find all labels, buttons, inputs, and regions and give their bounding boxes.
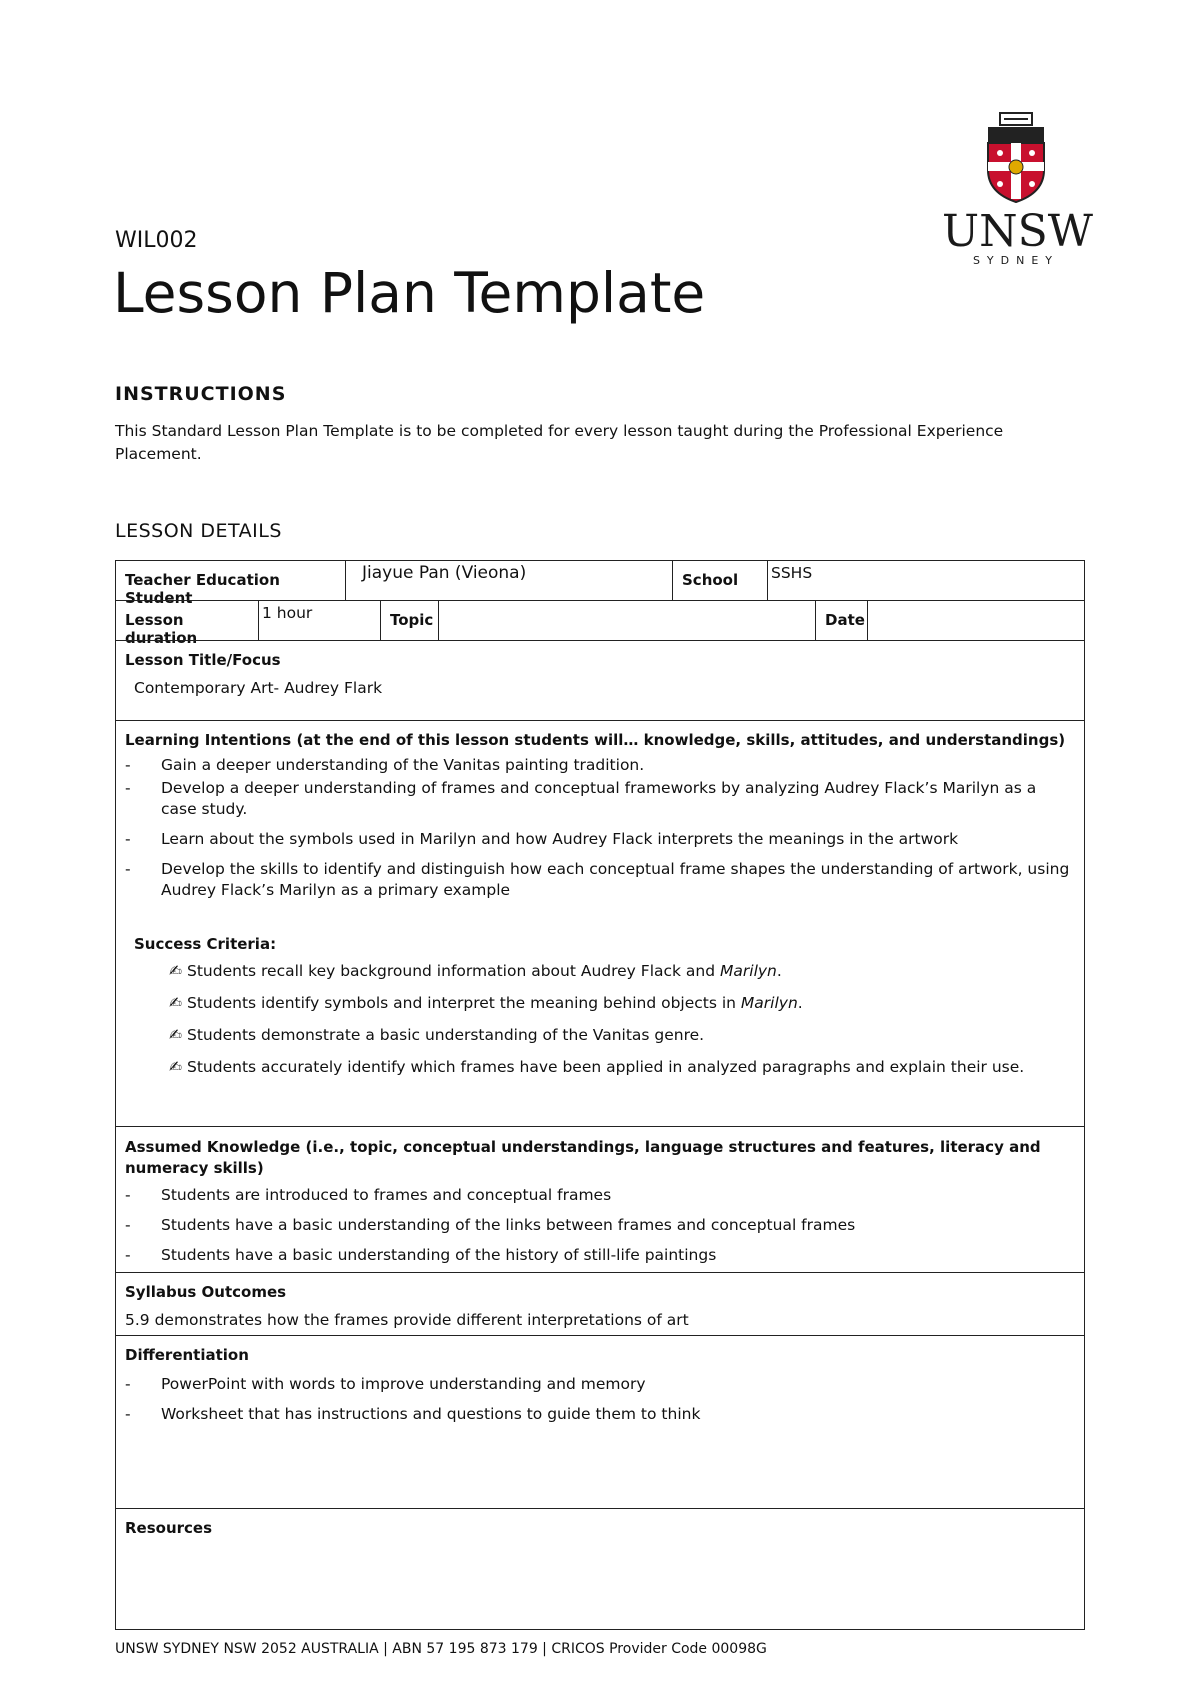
student-label: Teacher Education Student [125, 571, 280, 607]
list-item: - Students are introduced to frames and conceptual frames [125, 1185, 1075, 1206]
school-label: School [672, 561, 767, 600]
list-item: - Develop a deeper understanding of frames and conceptual frameworks by analyzing Audrey Flack’s Marilyn as a case study. [125, 778, 1075, 820]
writing-hand-icon: ✍ [169, 1026, 182, 1044]
school-field[interactable]: SSHS [767, 561, 1084, 600]
resources-section [116, 1508, 1084, 1629]
learning-intentions-label: Learning Intentions (at the end of this lesson students will… knowledge, skills, attitudes, and understandings) [125, 731, 1066, 749]
lesson-details-heading: LESSON DETAILS [115, 520, 282, 542]
syllabus-section [116, 1272, 1084, 1335]
list-item: ✍ Students demonstrate a basic understanding of the Vanitas genre. [169, 1026, 705, 1044]
student-row [116, 561, 1084, 607]
list-item: - Worksheet that has instructions and questions to guide them to think [125, 1404, 1075, 1425]
page-footer: UNSW SYDNEY NSW 2052 AUSTRALIA | ABN 57 195 873 179 | CRICOS Provider Code 00098G [115, 1641, 767, 1657]
assumed-knowledge-section [116, 1126, 1084, 1272]
lesson-title-label: Lesson Title/Focus [125, 651, 281, 669]
topic-label: Topic [380, 601, 438, 640]
learning-intentions-list [125, 755, 1075, 901]
list-item: - PowerPoint with words to improve understanding and memory [125, 1374, 1075, 1395]
list-item: ✍ Students identify symbols and interpret the meaning behind objects in Marilyn. [169, 994, 803, 1012]
date-label: Date [815, 601, 867, 640]
list-item: - Gain a deeper understanding of the Vanitas painting tradition. [125, 755, 1075, 776]
unsw-logo [942, 112, 1093, 268]
list-item: - Students have a basic understanding of the links between frames and conceptual frames [125, 1215, 1075, 1236]
unsw-crest-icon [986, 112, 1046, 204]
list-item: - Learn about the symbols used in Marilyn and how Audrey Flack interprets the meanings in the artwork [125, 829, 1075, 850]
learning-intentions-section [116, 720, 1084, 1126]
lesson-title-value[interactable]: Contemporary Art- Audrey Flark [134, 679, 383, 697]
success-criteria-list [125, 961, 1075, 1078]
student-field[interactable]: Jiayue Pan (Vieona) [345, 561, 672, 600]
topic-field[interactable] [438, 601, 815, 640]
differentiation-list [125, 1374, 1075, 1425]
logo-wordmark: UNSW [942, 206, 1093, 257]
syllabus-value[interactable]: 5.9 demonstrates how the frames provide different interpretations of art [125, 1311, 689, 1329]
duration-row [116, 600, 1084, 647]
success-criteria-label: Success Criteria: [134, 935, 277, 953]
list-item: ✍ Students recall key background information about Audrey Flack and Marilyn. [169, 962, 782, 980]
duration-field[interactable]: 1 hour [258, 601, 380, 640]
assumed-knowledge-list [125, 1185, 1075, 1266]
date-field[interactable] [867, 601, 1084, 640]
differentiation-label: Differentiation [125, 1346, 249, 1364]
lesson-title-section [116, 640, 1084, 720]
list-item: - Develop the skills to identify and distinguish how each conceptual frame shapes the understanding of artwork, using Audrey Flack’s Marilyn as a primary example [125, 859, 1075, 901]
lesson-details-form [115, 560, 1085, 1630]
writing-hand-icon: ✍ [169, 962, 182, 980]
resources-label: Resources [125, 1519, 213, 1537]
assumed-knowledge-label: Assumed Knowledge (i.e., topic, conceptual understandings, language structures and features, literacy and numeracy skills) [125, 1138, 1041, 1177]
instructions-text: This Standard Lesson Plan Template is to be completed for every lesson taught during the Professional Experience Placement. [115, 422, 1004, 463]
list-item: ✍ Students accurately identify which frames have been applied in analyzed paragraphs and explain their use. [169, 1058, 1025, 1076]
document-code: WIL002 [115, 228, 198, 253]
syllabus-label: Syllabus Outcomes [125, 1283, 287, 1301]
differentiation-section [116, 1335, 1084, 1508]
duration-label: Lesson duration [125, 611, 198, 647]
page-title: Lesson Plan Template [113, 261, 706, 325]
writing-hand-icon: ✍ [169, 994, 182, 1012]
instructions-heading: INSTRUCTIONS [115, 383, 287, 405]
list-item: - Students have a basic understanding of the history of still-life paintings [125, 1245, 1075, 1266]
writing-hand-icon: ✍ [169, 1058, 182, 1076]
logo-subtitle: SYDNEY [972, 254, 1060, 267]
